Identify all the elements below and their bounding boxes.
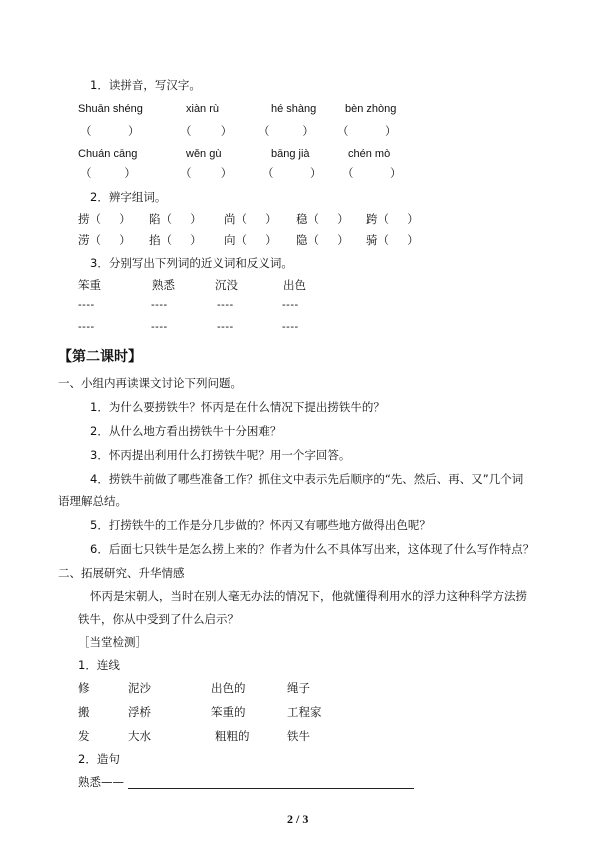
question-2-title: 2．辨字组词。 xyxy=(90,190,167,204)
answer-blank[interactable]: （ ） xyxy=(180,124,233,138)
word-chuse: 出色 xyxy=(283,278,306,292)
discussion-question: 5．打捞铁牛的工作是分几步做的？怀丙又有哪些地方做得出色呢？ xyxy=(90,518,431,532)
discussion-question-cont: 语理解总结。 xyxy=(58,494,127,508)
answer-blank[interactable]: （ ） xyxy=(80,124,140,138)
char-group-item[interactable]: 掐（ ） xyxy=(149,233,202,247)
question-1-title: 1．读拼音，写汉字。 xyxy=(90,78,201,92)
antonym-blank[interactable]: ---- xyxy=(151,321,168,333)
pinyin-shuan-sheng: Shuān shéng xyxy=(78,103,143,115)
sentence-prompt: 熟悉—— xyxy=(78,775,124,789)
antonym-blank[interactable]: ---- xyxy=(217,321,234,333)
pinyin-xian-ru: xiàn rù xyxy=(186,103,220,115)
char-group-item[interactable]: 跨（ ） xyxy=(366,212,419,226)
part-2-title: 二、拓展研究、升华情感 xyxy=(58,566,185,580)
discussion-question: 1．为什么要捞铁牛？怀丙是在什么情况下提出捞铁牛的？ xyxy=(90,400,385,414)
pinyin-bang-jia: bāng jià xyxy=(271,148,310,160)
word-bengzhong: 笨重 xyxy=(78,278,101,292)
discussion-question: 6．后面七只铁牛是怎么捞上来的？作者为什么不具体写出来，这体现了什么写作特点？ xyxy=(90,542,535,556)
char-group-item[interactable]: 向（ ） xyxy=(224,233,277,247)
match-title: 1．连线 xyxy=(78,658,120,672)
char-group-item[interactable]: 陷（ ） xyxy=(149,212,202,226)
synonym-blank[interactable]: ---- xyxy=(282,299,299,311)
answer-blank[interactable]: （ ） xyxy=(80,166,136,180)
answer-blank[interactable]: （ ） xyxy=(262,166,322,180)
match-item[interactable]: 发 xyxy=(78,729,90,743)
sentence-title: 2．造句 xyxy=(78,752,120,766)
match-item[interactable]: 铁牛 xyxy=(287,729,310,743)
match-item[interactable]: 绳子 xyxy=(287,681,310,695)
char-group-item[interactable]: 骑（ ） xyxy=(366,233,419,247)
word-shuxi: 熟悉 xyxy=(152,278,175,292)
check-title: ［当堂检测］ xyxy=(78,635,147,649)
match-item[interactable]: 工程家 xyxy=(287,705,322,719)
answer-blank[interactable]: （ ） xyxy=(337,124,397,138)
pinyin-chuan-cang: Chuán cāng xyxy=(78,148,138,160)
question-3-title: 3．分别写出下列词的近义词和反义词。 xyxy=(90,256,293,270)
sentence-answer-line[interactable] xyxy=(128,788,414,789)
antonym-blank[interactable]: ---- xyxy=(282,321,299,333)
answer-blank[interactable]: （ ） xyxy=(342,166,402,180)
char-group-item[interactable]: 捞（ ） xyxy=(78,212,131,226)
pinyin-he-shang: hé shàng xyxy=(271,103,317,115)
synonym-blank[interactable]: ---- xyxy=(217,299,234,311)
antonym-blank[interactable]: ---- xyxy=(78,321,95,333)
answer-blank[interactable]: （ ） xyxy=(258,124,314,138)
answer-blank[interactable]: （ ） xyxy=(180,166,233,180)
discussion-question: 2．从什么地方看出捞铁牛十分困难？ xyxy=(90,424,282,438)
page-number: 2 / 3 xyxy=(287,812,309,826)
match-item[interactable]: 出色的 xyxy=(211,681,246,695)
match-item[interactable]: 搬 xyxy=(78,705,90,719)
reflection-paragraph: 怀丙是宋朝人，当时在别人毫无办法的情况下，他就懂得利用水的浮力这种科学方法捞 xyxy=(90,589,527,603)
match-item[interactable]: 笨重的 xyxy=(211,705,246,719)
match-item[interactable]: 粗粗的 xyxy=(215,729,250,743)
char-group-item[interactable]: 涝（ ） xyxy=(78,233,131,247)
pinyin-ben-zhong: bèn zhòng xyxy=(345,103,397,115)
pinyin-wen-gu: wěn gù xyxy=(186,148,222,160)
char-group-item[interactable]: 稳（ ） xyxy=(296,212,349,226)
char-group-item[interactable]: 隐（ ） xyxy=(296,233,349,247)
discussion-question: 3．怀丙提出利用什么打捞铁牛呢？用一个字回答。 xyxy=(90,448,351,462)
part-1-title: 一、小组内再读课文讨论下列问题。 xyxy=(58,376,242,390)
match-item[interactable]: 浮桥 xyxy=(128,705,151,719)
char-group-item[interactable]: 尚（ ） xyxy=(224,212,277,226)
match-item[interactable]: 大水 xyxy=(128,729,151,743)
synonym-blank[interactable]: ---- xyxy=(78,299,95,311)
discussion-question: 4．捞铁牛前做了哪些准备工作？抓住文中表示先后顺序的“先、然后、再、又”几个词 xyxy=(90,472,524,486)
section-heading: 【第二课时】 xyxy=(58,349,142,365)
match-item[interactable]: 泥沙 xyxy=(128,681,151,695)
pinyin-chen-mo: chén mò xyxy=(348,148,391,160)
synonym-blank[interactable]: ---- xyxy=(151,299,168,311)
reflection-paragraph-cont: 铁牛，你从中受到了什么启示？ xyxy=(78,612,239,626)
match-item[interactable]: 修 xyxy=(78,681,90,695)
word-chenmo: 沉没 xyxy=(215,278,238,292)
